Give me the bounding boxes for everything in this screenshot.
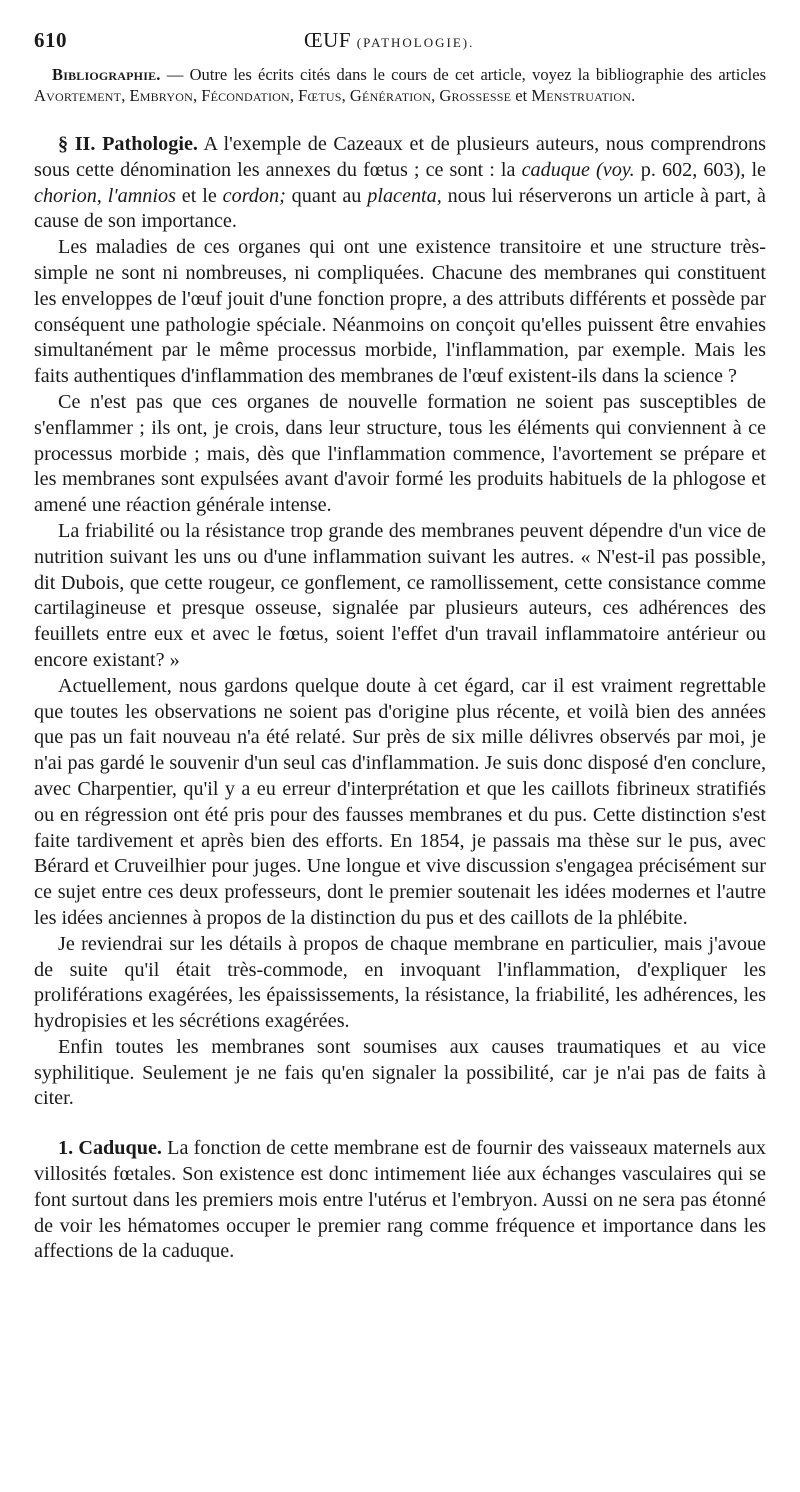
document-page xyxy=(34,26,766,1265)
running-head xyxy=(34,26,766,60)
term-cordon: cordon; xyxy=(222,184,286,207)
term-caduque: caduque xyxy=(521,158,590,181)
running-title-main: ŒUF xyxy=(304,28,352,52)
paragraph: Enfin toutes les membranes sont soumises aux causes traumatiques et au vice syphilitique. Seulement je ne fais qu'en signaler la possibilité, car je n'ai pas de faits à citer. xyxy=(34,1035,766,1110)
term-placenta: placenta, xyxy=(367,184,442,207)
bibliography-ref: Avortement xyxy=(34,86,122,105)
section-heading: Pathologie. xyxy=(102,133,198,155)
paragraph: Les maladies de ces organes qui ont une existence transitoire et une structure très-simple ne sont ni nombreuses, ni compliquées. Chacune des membranes qui constituent les enveloppes de l'œuf jouit d'une fonction propre, a des attributs différents et possède par conséquent une pathologie spéciale. Néanmoins on conçoit qu'elles puissent être envahies simultanément par le même processus morbide, l'inflammation, par exemple. Mais les faits authentiques d'inflammation des membranes de l'œuf existent-ils dans la science ? xyxy=(34,236,766,388)
bibliography-ref: Fœtus xyxy=(298,86,342,105)
bibliography-ref: Fécondation xyxy=(201,86,290,105)
bibliography-ref: Embryon xyxy=(129,86,193,105)
bibliography-ref: Grossesse xyxy=(439,86,512,105)
subsection-paragraph: 1. Caduque. La fonction de cette membrane est de fournir des vaisseaux maternels aux villosités fœtales. Son existence est donc intimement liée aux échanges vasculaires qui se font surtout dans les premiers mois entre l'utérus et l'embryon. Aussi on ne sera pas étonné de voir les hématomes occuper le premier rang comme fréquence et importance dans les affections de la caduque. xyxy=(34,1137,766,1263)
bibliography-label: Bibliographie. xyxy=(52,65,161,84)
running-title-sub: (PATHOLOGIE). xyxy=(356,35,475,50)
subsection-number: 1. xyxy=(58,1137,74,1160)
term-voy: (voy. xyxy=(596,158,635,181)
running-title xyxy=(304,26,474,57)
section-paragraph-intro: § II. Pathologie. A l'exemple de Cazeaux et de plusieurs auteurs, nous comprendrons sous cette dénomination les annexes du fœtus ; ce sont : la caduque (voy. p. 602, 603), le chorion, l'amnios et le cordon; quant au placenta, nous lui réserverons un article à part, à cause de son importance. xyxy=(34,133,767,233)
paragraph: La friabilité ou la résistance trop grande des membranes peuvent dépendre d'un vice de nutrition suivant les uns ou d'une inflammation suivant les autres. « N'est-il pas possible, dit Dubois, que cette rougeur, ce gonflement, ce ramollissement, cette consistance comme cartilagineuse et presque osseuse, signalée par plusieurs auteurs, ces adhérences des feuillets entre eux et avec le fœtus, soient l'effet d'un travail inflammatoire antérieur ou encore existant? » xyxy=(34,519,766,671)
term-amnios: l'amnios xyxy=(107,184,176,207)
paragraph: Ce n'est pas que ces organes de nouvelle formation ne soient pas susceptibles de s'enflammer ; ils ont, je crois, dans leur structure, tous les éléments qui conviennent à ce processus morbide ; mais, dès que l'inflammation commence, l'avortement se prépare et les membranes sont expulsées avant d'avoir formé les produits habituels de la phlogose et amené une réaction générale intense. xyxy=(34,390,766,517)
bibliography-note: Bibliographie. — Outre les écrits cités dans le cours de cet article, voyez la bibliographie des articles Avortement, Embryon, Fécondation, Fœtus, Génération, Grossesse et Menstruation. xyxy=(34,65,766,105)
subsection-heading: Caduque. xyxy=(78,1137,162,1160)
bibliography-text: — Outre les écrits cités dans le cours de cet article, voyez la bibliographie des articles xyxy=(160,65,766,84)
term-chorion: chorion, xyxy=(34,184,102,207)
bibliography-ref: Génération xyxy=(349,86,432,105)
paragraph: Actuellement, nous gardons quelque doute à cet égard, car il est vraiment regrettable que toutes les observations ne soient pas d'origine plus récente, et voilà bien des années que pas un fait nouveau n'a été relaté. Sur près de six mille délivres observés par moi, je n'ai pas gardé le souvenir d'un seul cas d'inflammation. Je suis donc disposé d'en conclure, avec Charpentier, qu'il y a eu erreur d'interprétation et que les caillots fibrineux stratifiés ou en régression ont été pris pour des fausses membranes et du pus. Cette distinction s'est faite tardivement et après bien des efforts. En 1854, je passais ma thèse sur le pus, avec Bérard et Cruveilhier pour juges. Une longue et vive discussion s'engagea précisément sur ce sujet entre ces deux professeurs, dont le premier soutenait les idées modernes et l'autre les idées anciennes à propos de la distinction du pus et des caillots de la phlébite. xyxy=(34,674,766,929)
bibliography-ref: Menstruation xyxy=(531,86,632,105)
page-number: 610 xyxy=(34,28,67,52)
section-marker: § II. xyxy=(58,133,96,155)
paragraph: Je reviendrai sur les détails à propos de chaque membrane en particulier, mais j'avoue de suite qu'il était très-commode, en invoquant l'inflammation, d'expliquer les proliférations exagérées, les épaississements, la résistance, la friabilité, les adhérences, les hydropisies et les sécrétions exagérées. xyxy=(34,932,766,1033)
